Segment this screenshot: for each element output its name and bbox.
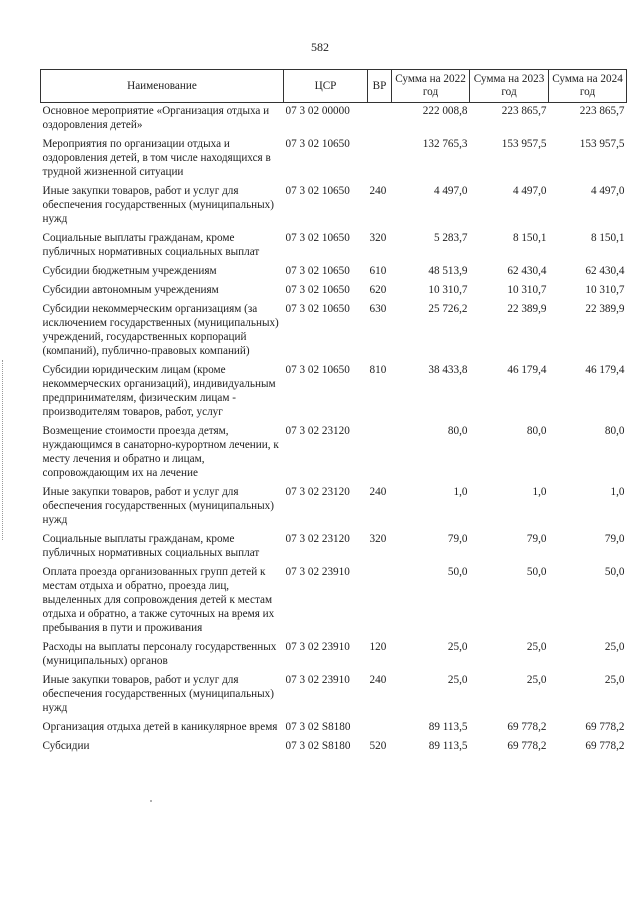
cell-csr: 07 3 02 10650 <box>285 232 350 244</box>
cell-csr: 07 3 02 00000 <box>285 105 350 117</box>
cell-sum-2022: 79,0 <box>447 533 468 545</box>
cell-vr <box>368 103 392 137</box>
cell-vr: 630 <box>369 303 387 315</box>
cell-sum-2023: 22 389,9 <box>507 303 547 315</box>
cell-csr: 07 3 02 23120 <box>285 486 350 498</box>
cell-sum-2023: 50,0 <box>526 566 547 578</box>
cell-sum-2022: 80,0 <box>447 425 468 437</box>
cell-vr: 240 <box>369 486 387 498</box>
table-row <box>41 183 627 230</box>
cell-sum-2024: 25,0 <box>604 674 625 686</box>
cell-sum-2024: 153 957,5 <box>579 138 625 150</box>
cell-name: Социальные выплаты гражданам, кроме публичных нормативных социальных выплат <box>42 533 260 559</box>
cell-vr: 520 <box>369 740 387 752</box>
cell-csr: 07 3 02 10650 <box>285 138 350 150</box>
cell-name: Организация отдыха детей в каникулярное время <box>42 721 278 733</box>
cell-sum-2023: 10 310,7 <box>507 284 547 296</box>
cell-name: Иные закупки товаров, работ и услуг для обеспечения государственных (муниципальных) нужд <box>42 674 274 714</box>
cell-sum-2024: 22 389,9 <box>585 303 625 315</box>
header-sum-2022: Сумма на 2022 год <box>392 70 470 103</box>
cell-name: Расходы на выплаты персоналу государственных (муниципальных) органов <box>42 641 277 667</box>
cell-name: Субсидии бюджетным учреждениям <box>42 265 217 277</box>
table-row <box>41 301 627 362</box>
cell-sum-2023: 25,0 <box>526 641 547 653</box>
cell-vr <box>368 719 392 738</box>
cell-name: Субсидии юридическим лицам (кроме некоммерческих организаций), индивидуальным предпринимателям, физическим лицам - производителям товаров, работ, услуг <box>42 364 276 418</box>
cell-sum-2022: 50,0 <box>447 566 468 578</box>
table-row <box>41 531 627 564</box>
cell-sum-2023: 153 957,5 <box>501 138 547 150</box>
table-row <box>41 362 627 423</box>
cell-name: Социальные выплаты гражданам, кроме публичных нормативных социальных выплат <box>42 232 260 258</box>
header-sum-2023: Сумма на 2023 год <box>470 70 549 103</box>
cell-sum-2022: 89 113,5 <box>428 740 468 752</box>
cell-sum-2022: 25,0 <box>447 641 468 653</box>
cell-vr: 620 <box>369 284 387 296</box>
header-vr: ВР <box>368 70 392 103</box>
cell-sum-2022: 5 283,7 <box>433 232 468 244</box>
cell-sum-2022: 132 765,3 <box>422 138 468 150</box>
cell-sum-2024: 25,0 <box>604 641 625 653</box>
cell-csr: 07 3 02 10650 <box>285 185 350 197</box>
cell-csr: 07 3 02 10650 <box>285 284 350 296</box>
cell-sum-2023: 223 865,7 <box>501 105 547 117</box>
cell-sum-2024: 79,0 <box>604 533 625 545</box>
cell-vr <box>368 136 392 183</box>
cell-sum-2024: 62 430,4 <box>585 265 625 277</box>
cell-sum-2022: 222 008,8 <box>422 105 468 117</box>
cell-csr: 07 3 02 S8180 <box>285 721 351 733</box>
cell-vr <box>368 564 392 639</box>
cell-sum-2023: 25,0 <box>526 674 547 686</box>
cell-csr: 07 3 02 23910 <box>285 674 350 686</box>
cell-sum-2024: 4 497,0 <box>590 185 625 197</box>
cell-sum-2024: 80,0 <box>604 425 625 437</box>
cell-name: Оплата проезда организованных групп детей к местам отдыха и обратно, проезда лиц, выделенных для сопровождения детей к местам отдыха и обратно, а также суточных на время их пребывания в пути и проживания <box>42 566 275 634</box>
cell-vr: 610 <box>369 265 387 277</box>
cell-sum-2023: 4 497,0 <box>512 185 547 197</box>
cell-sum-2022: 1,0 <box>453 486 468 498</box>
cell-sum-2024: 8 150,1 <box>590 232 625 244</box>
cell-sum-2022: 4 497,0 <box>433 185 468 197</box>
cell-name: Мероприятия по организации отдыха и оздоровления детей, в том числе находящихся в трудной жизненной ситуации <box>42 138 271 178</box>
cell-sum-2022: 25,0 <box>447 674 468 686</box>
cell-sum-2022: 48 513,9 <box>428 265 468 277</box>
table-row <box>41 672 627 719</box>
cell-sum-2024: 69 778,2 <box>585 740 625 752</box>
cell-vr: 120 <box>369 641 387 653</box>
cell-name: Субсидии некоммерческим организациям (за исключением государственных (муниципальных) учреждений, государственных корпораций (компаний), публично-правовых компаний) <box>42 303 279 357</box>
cell-sum-2024: 1,0 <box>610 486 625 498</box>
table-body <box>41 103 627 758</box>
table-row <box>41 564 627 639</box>
cell-vr: 810 <box>369 364 387 376</box>
table-row <box>41 263 627 282</box>
cell-csr: 07 3 02 23120 <box>285 533 350 545</box>
cell-csr: 07 3 02 10650 <box>285 265 350 277</box>
cell-vr: 240 <box>369 185 387 197</box>
cell-vr: 320 <box>369 533 387 545</box>
cell-name: Возмещение стоимости проезда детям, нуждающимся в санаторно-курортном лечении, к месту лечения и обратно и лицам, сопровождающим их на лечение <box>42 425 279 479</box>
page-number: 582 <box>311 40 329 54</box>
cell-csr: 07 3 02 10650 <box>285 303 350 315</box>
cell-csr: 07 3 02 S8180 <box>285 740 351 752</box>
cell-name: Иные закупки товаров, работ и услуг для обеспечения государственных (муниципальных) нужд <box>42 486 274 526</box>
table-row <box>41 103 627 137</box>
cell-sum-2023: 79,0 <box>526 533 547 545</box>
cell-sum-2023: 69 778,2 <box>507 740 547 752</box>
cell-sum-2022: 25 726,2 <box>428 303 468 315</box>
scan-edge-mark <box>2 360 9 540</box>
cell-sum-2023: 1,0 <box>532 486 547 498</box>
cell-sum-2023: 69 778,2 <box>507 721 547 733</box>
cell-vr: 320 <box>369 232 387 244</box>
table-header-row <box>41 70 627 103</box>
table-row <box>41 423 627 484</box>
cell-name: Субсидии <box>42 740 90 752</box>
cell-sum-2023: 8 150,1 <box>512 232 547 244</box>
cell-sum-2022: 89 113,5 <box>428 721 468 733</box>
cell-csr: 07 3 02 23910 <box>285 641 350 653</box>
table-row <box>41 136 627 183</box>
cell-sum-2024: 69 778,2 <box>585 721 625 733</box>
cell-vr: 240 <box>369 674 387 686</box>
scan-speck <box>150 800 152 802</box>
header-csr: ЦСР <box>284 70 368 103</box>
cell-sum-2024: 46 179,4 <box>585 364 625 376</box>
table-row <box>41 282 627 301</box>
budget-table <box>40 69 627 757</box>
cell-csr: 07 3 02 23910 <box>285 566 350 578</box>
cell-csr: 07 3 02 23120 <box>285 425 350 437</box>
table-row <box>41 719 627 738</box>
table-row <box>41 484 627 531</box>
cell-sum-2024: 50,0 <box>604 566 625 578</box>
header-sum-2024: Сумма на 2024 год <box>549 70 627 103</box>
cell-sum-2023: 62 430,4 <box>507 265 547 277</box>
cell-sum-2022: 38 433,8 <box>428 364 468 376</box>
cell-sum-2023: 46 179,4 <box>507 364 547 376</box>
cell-name: Основное мероприятие «Организация отдыха и оздоровления детей» <box>42 105 270 131</box>
cell-sum-2024: 223 865,7 <box>579 105 625 117</box>
cell-csr: 07 3 02 10650 <box>285 364 350 376</box>
cell-sum-2023: 80,0 <box>526 425 547 437</box>
table-row <box>41 230 627 263</box>
cell-name: Субсидии автономным учреждениям <box>42 284 219 296</box>
cell-sum-2024: 10 310,7 <box>585 284 625 296</box>
cell-name: Иные закупки товаров, работ и услуг для обеспечения государственных (муниципальных) нужд <box>42 185 274 225</box>
table-row <box>41 639 627 672</box>
table-row <box>41 738 627 757</box>
header-name: Наименование <box>41 70 284 103</box>
cell-sum-2022: 10 310,7 <box>428 284 468 296</box>
cell-vr <box>368 423 392 484</box>
